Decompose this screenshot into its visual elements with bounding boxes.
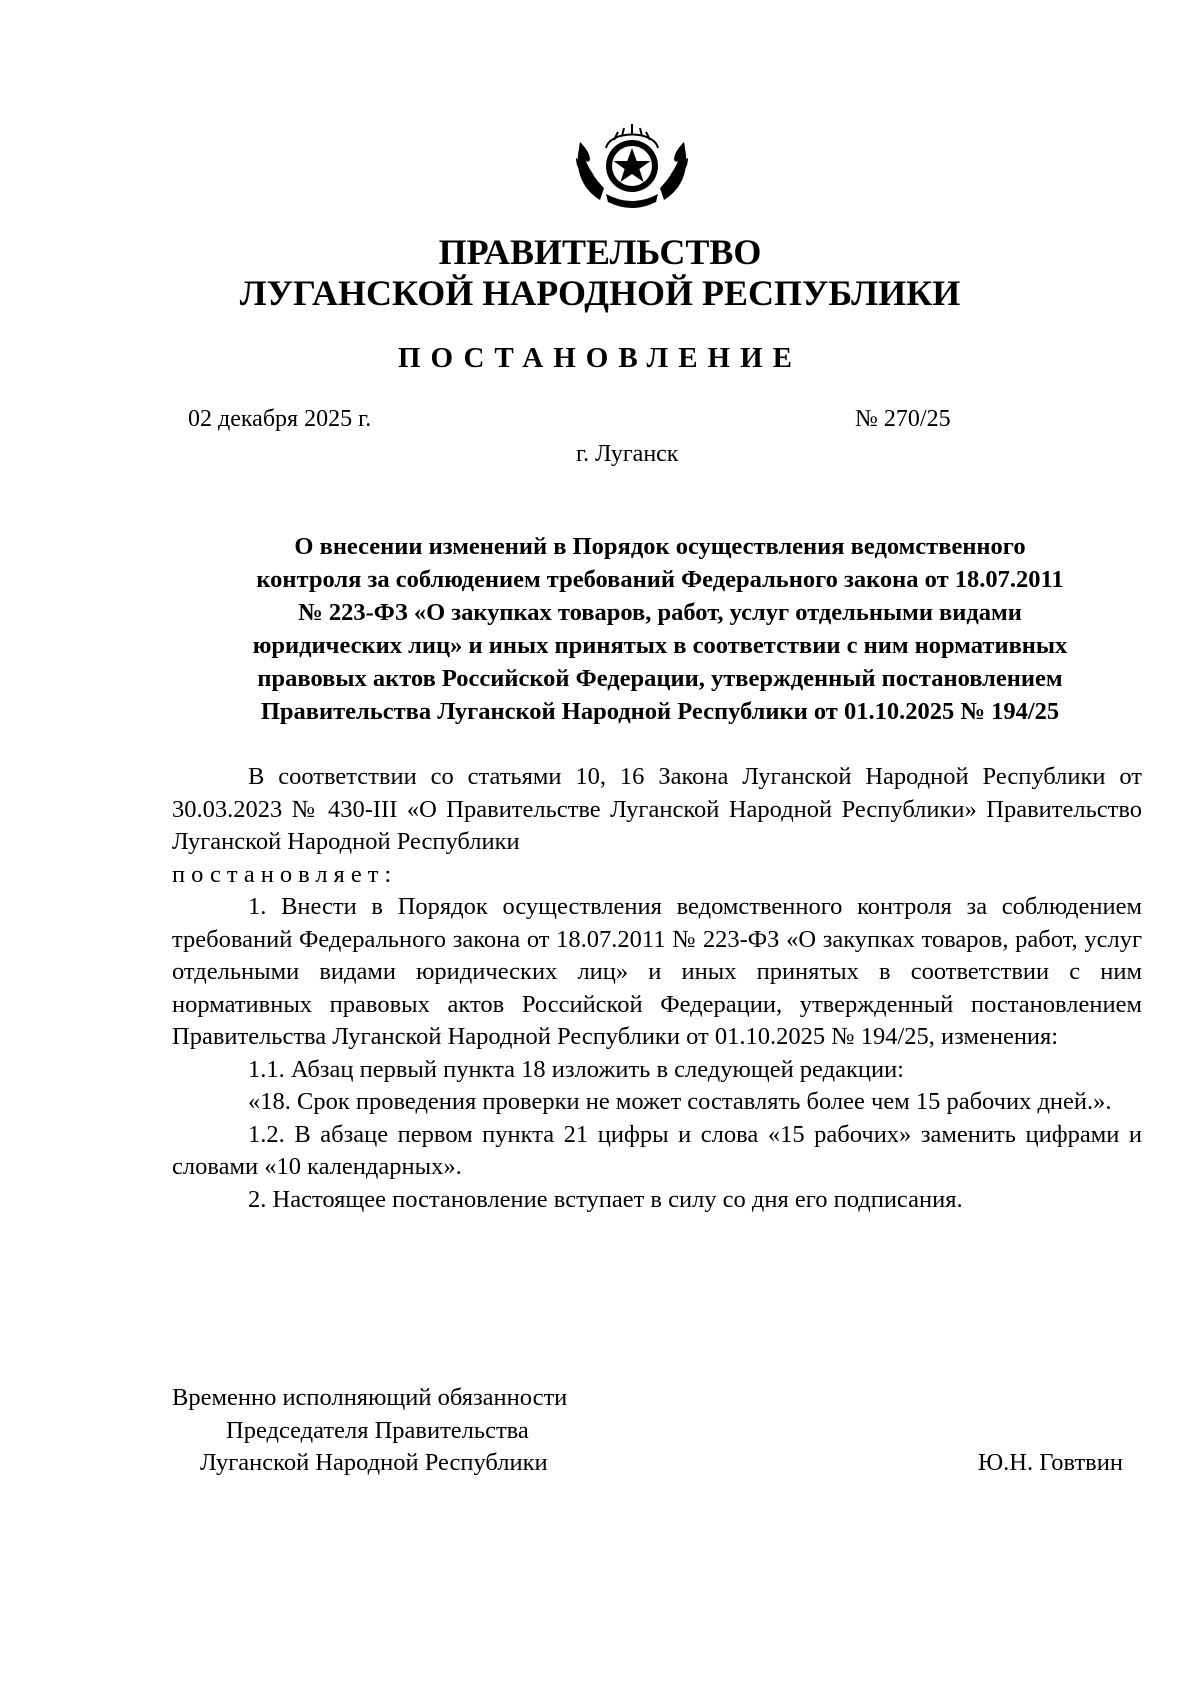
- signatory-position-line2: Председателя Правительства: [226, 1416, 529, 1444]
- document-number: № 270/25: [855, 406, 951, 432]
- signatory-position-line1: Временно исполняющий обязанности: [172, 1384, 568, 1411]
- signatory-position: [172, 1382, 567, 1480]
- document-date: 02 декабря 2025 г.: [188, 406, 372, 432]
- item-1-1-quote-paragraph: «18. Срок проведения проверки не может составлять более чем 15 рабочих дней.».: [248, 1088, 1112, 1115]
- signatory-name: Ю.Н. Говтвин: [978, 1449, 1123, 1476]
- government-title-line2: ЛУГАНСКОЙ НАРОДНОЙ РЕСПУБЛИКИ: [239, 273, 961, 313]
- item-1-paragraph: 1. Внести в Порядок осуществления ведомственного контроля за соблюдением требований Федерального закона от 18.07.2011 № 223-ФЗ «О закупках товаров, работ, услуг отдельными видами юридических лиц» и иных принятых в соответствии с ним нормативных правовых актов Российской Федерации, утвержденный постановлением Правительства Луганской Народной Республики от 01.10.2025 № 194/25, изменения:: [172, 893, 1142, 1050]
- document-subject: [170, 530, 1150, 728]
- item-1-2-paragraph: 1.2. В абзаце первом пункта 21 цифры и слова «15 рабочих» заменить цифрами и словами «10 календарных».: [172, 1120, 1142, 1180]
- document-type-heading: ПОСТАНОВЛЕНИЕ: [397, 342, 802, 374]
- subject-line: контроля за соблюдением требований Федерального закона от 18.07.2011: [256, 566, 1064, 593]
- decree-word: постановляет:: [172, 860, 398, 888]
- item-2-paragraph: 2. Настоящее постановление вступает в силу со дня его подписания.: [248, 1185, 963, 1213]
- signatory-position-line3: Луганской Народной Республики: [200, 1449, 548, 1476]
- subject-line: О внесении изменений в Порядок осуществления ведомственного: [294, 533, 1026, 560]
- subject-line: № 223-ФЗ «О закупках товаров, работ, услуг отдельными видами: [298, 599, 1022, 626]
- preamble-paragraph: В соответствии со статьями 10, 16 Закона Луганской Народной Республики от 30.03.2023 № 430-III «О Правительстве Луганской Народной Республики» Правительство Луганской Народной Республики: [172, 763, 1142, 855]
- document-city: г. Луганск: [576, 441, 679, 467]
- subject-line: правовых актов Российской Федерации, утвержденный постановлением: [257, 665, 1063, 692]
- coat-of-arms-icon: [570, 118, 694, 210]
- document-body: [172, 761, 1142, 1216]
- item-1-1-paragraph: 1.1. Абзац первый пункта 18 изложить в следующей редакции:: [248, 1055, 904, 1083]
- government-title-line1: ПРАВИТЕЛЬСТВО: [438, 232, 762, 272]
- subject-line: Правительства Луганской Народной Республики от 01.10.2025 № 194/25: [260, 698, 1060, 725]
- subject-line: юридических лиц» и иных принятых в соответствии с ним нормативных: [252, 632, 1068, 659]
